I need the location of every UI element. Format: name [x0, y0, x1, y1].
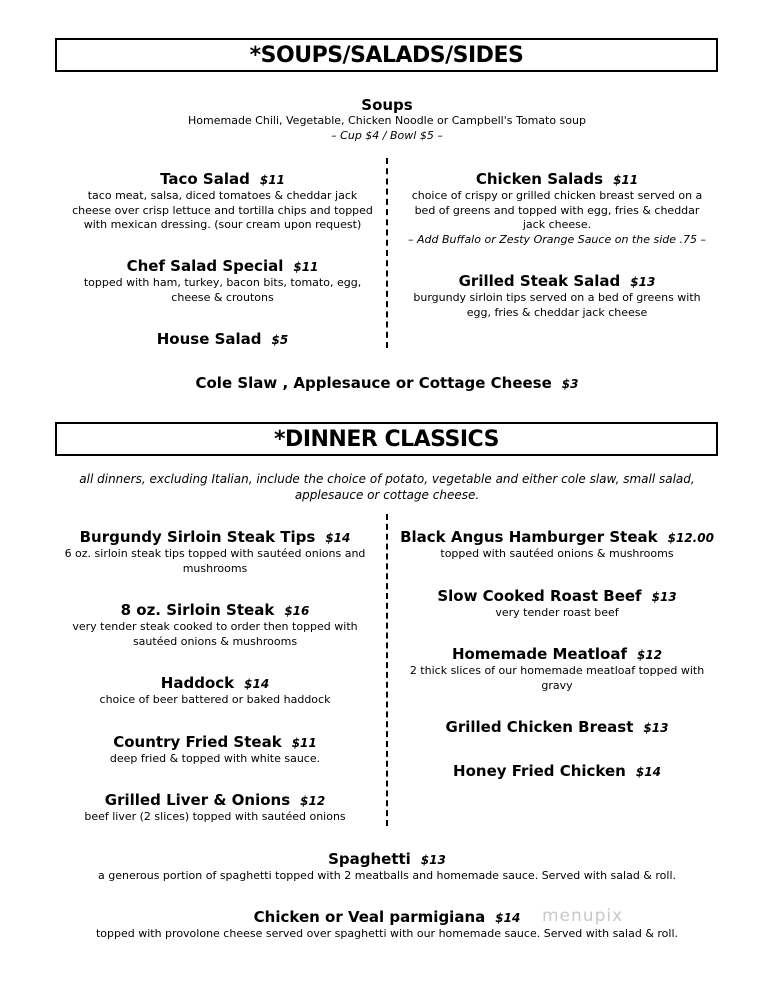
item-price: $12 — [636, 648, 663, 662]
menu-item-slow-cooked-roast-beef — [396, 587, 718, 621]
section-title: *SOUPS/SALADS/SIDES — [249, 42, 524, 68]
item-name: Slow Cooked Roast Beef — [437, 587, 642, 605]
item-price: $14 — [495, 911, 521, 925]
item-description: very tender steak cooked to order then topped with — [72, 620, 358, 633]
item-description: burgundy sirloin tips served on a bed of greens with — [413, 291, 701, 304]
item-name: Country Fried Steak — [113, 733, 282, 751]
item-description: with mexican dressing. (sour cream upon request) — [83, 218, 362, 231]
menu-item-homemade-meatloaf — [396, 645, 718, 693]
item-price: $14 — [244, 677, 270, 691]
dinner-intro — [60, 471, 714, 503]
item-description: a generous portion of spaghetti topped with 2 meatballs and homemade sauce. Served with salad & roll. — [97, 869, 676, 882]
item-name: Haddock — [160, 674, 235, 692]
item-name: Taco Salad — [160, 170, 250, 188]
watermark: menupix — [542, 906, 624, 926]
column-divider — [386, 514, 388, 826]
item-price: $11 — [259, 173, 285, 187]
menu-item-soups — [100, 96, 674, 143]
menu-item-grilled-liver-onions — [45, 791, 385, 825]
item-name: Burgundy Sirloin Steak Tips — [79, 528, 316, 546]
section-title: *DINNER CLASSICS — [274, 426, 499, 452]
item-price: $13 — [651, 590, 677, 604]
menu-item-spaghetti — [30, 850, 744, 884]
item-description: taco meat, salsa, diced tomatoes & cheddar jack — [87, 189, 358, 202]
item-price: $5 — [271, 333, 289, 347]
menu-item-chicken-veal-parmigiana — [30, 908, 744, 942]
item-description: choice of beer battered or baked haddock — [99, 693, 331, 706]
item-description: topped with ham, turkey, bacon bits, tomato, egg, — [83, 276, 362, 289]
menu-item-sides — [60, 374, 714, 393]
menu-item-country-fried-steak — [45, 733, 385, 767]
item-name: 8 oz. Sirloin Steak — [120, 601, 275, 619]
section-header-soups-salads-sides — [55, 38, 718, 72]
item-description: deep fried & topped with white sauce. — [109, 752, 321, 765]
item-description: egg, fries & cheddar jack cheese — [466, 305, 648, 319]
item-name: Black Angus Hamburger Steak — [400, 528, 658, 546]
section-header-dinner-classics — [55, 422, 718, 456]
menu-item-black-angus-hamburger-steak — [396, 528, 718, 562]
item-name: Chicken or Veal parmigiana — [253, 908, 486, 926]
item-description: very tender roast beef — [495, 606, 619, 619]
item-name: Grilled Chicken Breast — [445, 718, 634, 736]
item-description: jack cheese. — [522, 218, 592, 231]
menu-item-haddock — [45, 674, 385, 708]
item-name: Grilled Liver & Onions — [104, 791, 291, 809]
menu-item-chicken-salads — [396, 170, 718, 247]
item-price: $16 — [284, 604, 310, 618]
item-price: $12.00 — [667, 531, 714, 545]
item-price: $11 — [613, 173, 639, 187]
item-price: $14 — [635, 765, 661, 779]
item-price: $3 — [561, 377, 579, 391]
item-name: Spaghetti — [328, 850, 411, 868]
item-price: $14 — [325, 531, 351, 545]
item-price: $12 — [300, 794, 326, 808]
item-name: Chef Salad Special — [126, 257, 284, 275]
item-price-note: – Cup $4 / Bowl $5 – — [331, 128, 443, 142]
item-description: Homemade Chili, Vegetable, Chicken Noodle or Campbell's Tomato soup — [188, 114, 586, 127]
menu-item-8oz-sirloin-steak — [45, 601, 385, 649]
item-description: cheese & croutons — [171, 290, 274, 304]
item-description: 6 oz. sirloin steak tips topped with sautéed onions and — [64, 547, 366, 560]
item-description: bed of greens and topped with egg, fries & cheddar — [414, 203, 700, 217]
item-price: $13 — [643, 721, 669, 735]
item-name: Grilled Steak Salad — [458, 272, 621, 290]
item-description: topped with sautéed onions & mushrooms — [440, 547, 674, 560]
item-name: Honey Fried Chicken — [453, 762, 626, 780]
item-name: Chicken Salads — [475, 170, 604, 188]
item-name: Homemade Meatloaf — [451, 645, 627, 663]
item-description: 2 thick slices of our homemade meatloaf topped with — [409, 664, 705, 677]
item-note: – Add Buffalo or Zesty Orange Sauce on the side .75 – — [408, 232, 706, 246]
item-description: sautéed onions & mushrooms — [132, 634, 298, 648]
intro-line: all dinners, excluding Italian, include the choice of potato, vegetable and either cole slaw, small salad, — [79, 472, 695, 486]
item-price: $13 — [630, 275, 656, 289]
item-name: Soups — [361, 96, 413, 114]
menu-item-honey-fried-chicken — [396, 762, 718, 781]
item-price: $11 — [291, 736, 317, 750]
item-name: Cole Slaw , Applesauce or Cottage Cheese — [195, 374, 552, 392]
item-description: mushrooms — [182, 561, 248, 575]
menu-item-grilled-chicken-breast — [396, 718, 718, 737]
item-description: gravy — [541, 678, 573, 692]
menu-item-grilled-steak-salad — [396, 272, 718, 320]
menu-item-chef-salad — [60, 257, 385, 305]
intro-line: applesauce or cottage cheese. — [294, 488, 480, 502]
item-description: beef liver (2 slices) topped with sautéed onions — [84, 810, 346, 823]
menu-item-burgundy-sirloin-steak-tips — [45, 528, 385, 576]
item-description: topped with provolone cheese served over spaghetti with our homemade sauce. Served with salad & roll. — [95, 927, 679, 940]
column-divider — [386, 158, 388, 348]
item-name: House Salad — [156, 330, 262, 348]
item-price: $13 — [420, 853, 446, 867]
item-description: choice of crispy or grilled chicken breast served on a — [411, 189, 703, 202]
item-price: $11 — [293, 260, 319, 274]
menu-item-taco-salad — [60, 170, 385, 233]
item-description: cheese over crisp lettuce and tortilla chips and topped — [72, 203, 373, 217]
menu-item-house-salad — [60, 330, 385, 349]
